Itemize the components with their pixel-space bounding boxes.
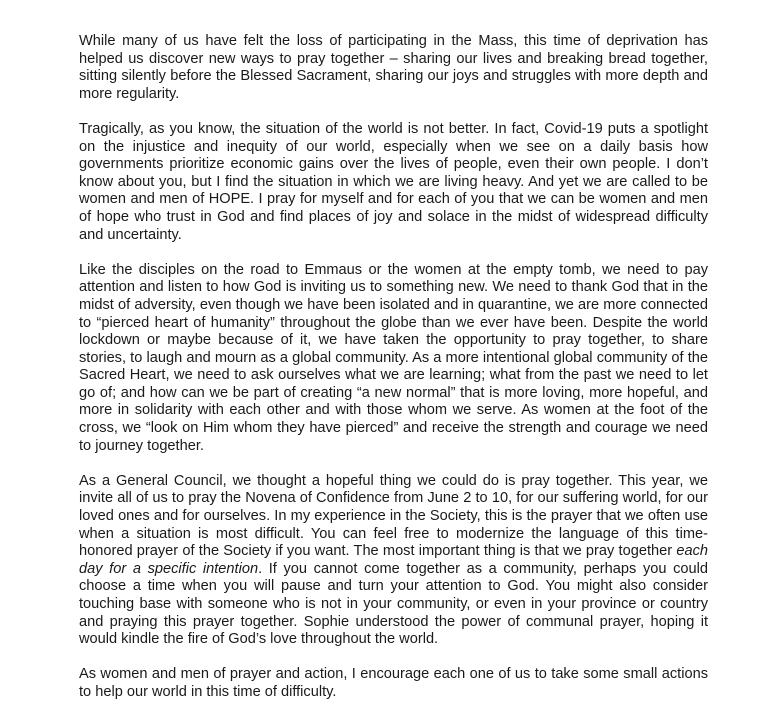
paragraph-emmaus: Like the disciples on the road to Emmaus or the women at the empty tomb, we need to pay attention and listen to how God is inviting us to something new. We need to thank God that in the midst of adversity, even though we have been isolated and in quarantine, we are more connected to “pierced heart of humanity” throughout the globe than we ever have been. Despite the world lockdown or maybe because of it, we have taken the opportunity to pray together, to share stories, to laugh and mourn as a global community. As a more intentional global community of the Sacred Heart, we need to ask ourselves what we are learning; what from the past we need to let go of; and how can we be part of creating “a new normal” that is more loving, more hopeful, and more in solidarity with each other and with those whom we serve. As women at the foot of the cross, we “look on Him whom they have pierced” and receive the strength and courage we need to journey together. [79,261,708,454]
paragraph-novena [79,473,708,649]
novena-text-before: As a General Council, we thought a hopeful thing we could do is pray together. This year, we invite all of us to pray the Novena of Confidence from June 2 to 10, for our suffering world, for our loved ones and for ourselves. In my experience in the Society, this is the prayer that we often use when a situation is most difficult. You can feel free to modernize the language of this time-honored prayer of the Society if you want. The most important thing is that we pray together [79,472,708,560]
paragraph-world-situation: Tragically, as you know, the situation of the world is not better. In fact, Covid-19 puts a spotlight on the injustice and inequity of our world, especially when we see on a daily basis how governments prioritize economic gains over the lives of people, even their own people. I don’t know about you, but I find the situation in which we are living heavy. And yet we are called to be women and men of HOPE. I pray for myself and for each of you that we can be women and men of hope who trust in God and find places of joy and solace in the midst of widespread difficulty and uncertainty. [79,120,708,243]
letter-body [79,33,708,702]
paragraph-prayer-action: As women and men of prayer and action, I encourage each one of us to take some small actions to help our world in this time of difficulty. [79,666,708,700]
novena-emphasis: each day for a specific intention [79,543,708,577]
novena-text-after: . If you cannot come together as a community, perhaps you could choose a time when you will pause and turn your attention to God. You might also consider touching base with someone who is not in your community, or even in your province or country and praying this prayer together. Sophie understood the power of communal prayer, hoping it would kindle the fire of God’s love throughout the world. [79,560,709,648]
paragraph-mass-deprivation: While many of us have felt the loss of participating in the Mass, this time of deprivation has helped us discover new ways to pray together – sharing our lives and breaking bread together, sitting silently before the Blessed Sacrament, sharing our joys and struggles with more depth and more regularity. [79,33,708,102]
